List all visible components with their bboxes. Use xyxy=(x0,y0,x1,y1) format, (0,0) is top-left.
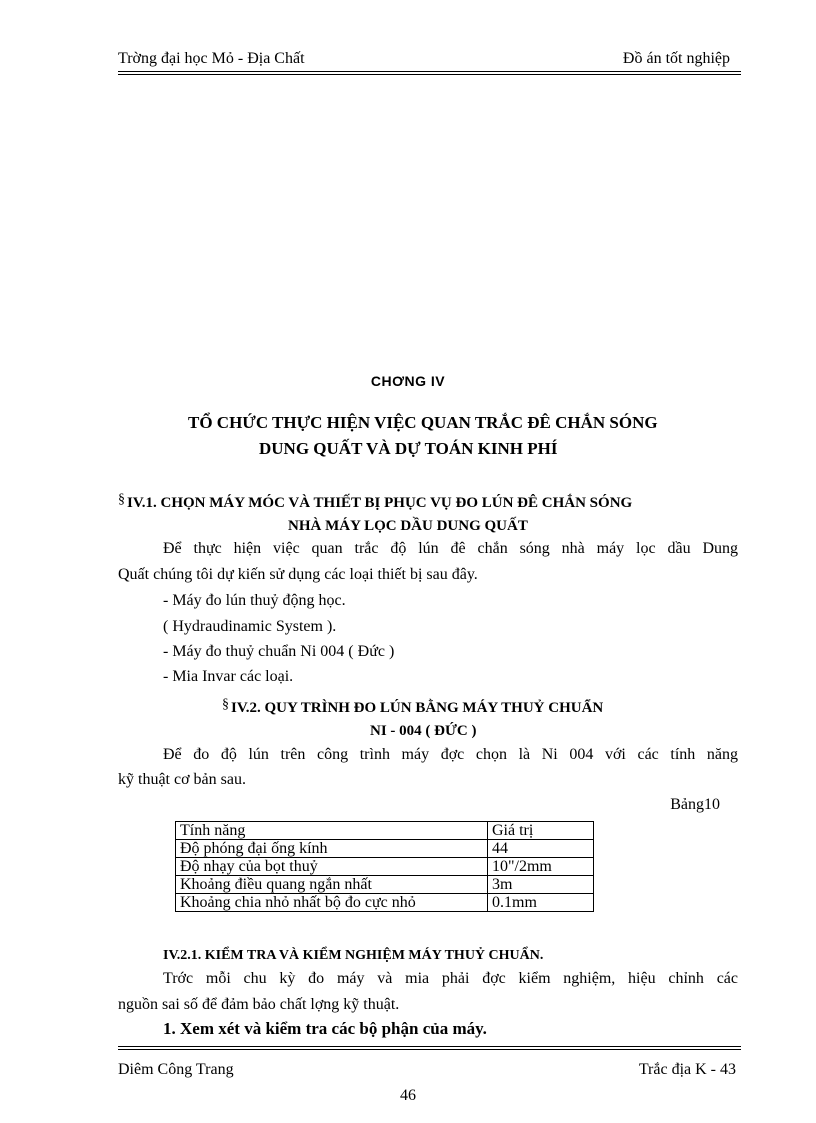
header-school: Trờng đại học Mỏ - Địa Chất xyxy=(118,50,305,67)
table-row xyxy=(176,876,594,894)
section-mark: § xyxy=(222,697,229,712)
chapter-title-line2: DUNG QUẤT VÀ DỰ TOÁN KINH PHÍ xyxy=(259,439,558,458)
table-cell: Tính năng xyxy=(176,822,488,840)
table-cell: Giá trị xyxy=(488,822,594,840)
equipment-item-4: - Mia Invar các loại. xyxy=(163,668,294,685)
section1-title-line1: IV.1. CHỌN MÁY MÓC VÀ THIẾT BỊ PHỤC VỤ ĐO LÚN ĐÊ CHẮN SÓNG xyxy=(127,495,633,511)
table-caption: Bảng10 xyxy=(670,796,720,813)
equipment-item-1: - Máy đo lún thuỷ động học. xyxy=(163,592,346,609)
section1-heading xyxy=(118,492,632,512)
table-row xyxy=(176,840,594,858)
footer-rule-top xyxy=(118,1046,741,1047)
table-row xyxy=(176,894,594,912)
section2-title-line2: NI - 004 ( ĐỨC ) xyxy=(370,723,477,739)
table-cell: 10"/2mm xyxy=(488,858,594,876)
table-cell: Khoảng điều quang ngắn nhất xyxy=(176,876,488,894)
subsection-paragraph-line1: Trớc mỗi chu kỳ đo máy và mia phải đợc kiểm nghiệm, hiệu chỉnh các xyxy=(163,970,738,987)
chapter-label: CHƠNG IV xyxy=(370,373,446,389)
section1-paragraph-line2: Quất chúng tôi dự kiến sử dụng các loại thiết bị sau đây. xyxy=(118,566,478,583)
page-number: 46 xyxy=(400,1087,416,1104)
inspection-item-heading: 1. Xem xét và kiểm tra các bộ phận của máy. xyxy=(163,1019,487,1038)
section2-paragraph-line1: Để đo độ lún trên công trình máy đợc chọn là Ni 004 với các tính năng xyxy=(163,746,738,763)
footer-class: Trắc địa K - 43 xyxy=(638,1061,736,1078)
header-doc-type: Đồ án tốt nghiệp xyxy=(622,50,730,67)
section2-heading xyxy=(222,697,603,717)
footer-author: Diêm Công Trang xyxy=(118,1061,234,1078)
table-cell: Độ nhạy của bọt thuỷ xyxy=(176,858,488,876)
table-cell: 0.1mm xyxy=(488,894,594,912)
specification-table xyxy=(175,821,594,912)
subsection-heading: IV.2.1. KIỂM TRA VÀ KIỂM NGHIỆM MÁY THUỶ CHUẨN. xyxy=(163,948,544,963)
header-rule-bottom xyxy=(118,74,741,75)
equipment-item-2: ( Hydraudinamic System ). xyxy=(163,618,337,635)
table-row xyxy=(176,822,594,840)
equipment-item-3: - Máy đo thuỷ chuẩn Ni 004 ( Đức ) xyxy=(163,643,395,660)
table-cell: Khoảng chia nhỏ nhất bộ đo cực nhỏ xyxy=(176,894,488,912)
header-rule-top xyxy=(118,71,741,72)
section2-title-line1: IV.2. QUY TRÌNH ĐO LÚN BẰNG MÁY THUỶ CHUẨN xyxy=(231,700,604,716)
table-cell: Độ phóng đại ống kính xyxy=(176,840,488,858)
chapter-title-line1: TỔ CHỨC THỰC HIỆN VIỆC QUAN TRẮC ĐÊ CHẮN SÓNG xyxy=(188,413,658,432)
table-cell: 44 xyxy=(488,840,594,858)
subsection-paragraph-line2: nguồn sai số để đảm bảo chất lợng kỹ thuật. xyxy=(118,996,400,1013)
table-cell: 3m xyxy=(488,876,594,894)
section2-paragraph-line2: kỹ thuật cơ bản sau. xyxy=(118,771,246,788)
section1-paragraph-line1: Để thực hiện việc quan trắc độ lún đê chắn sóng nhà máy lọc dầu Dung xyxy=(163,540,738,557)
footer-rule-bottom xyxy=(118,1049,741,1050)
section1-title-line2: NHÀ MÁY LỌC DẦU DUNG QUẤT xyxy=(288,518,528,534)
table-row xyxy=(176,858,594,876)
section-mark: § xyxy=(118,492,125,507)
